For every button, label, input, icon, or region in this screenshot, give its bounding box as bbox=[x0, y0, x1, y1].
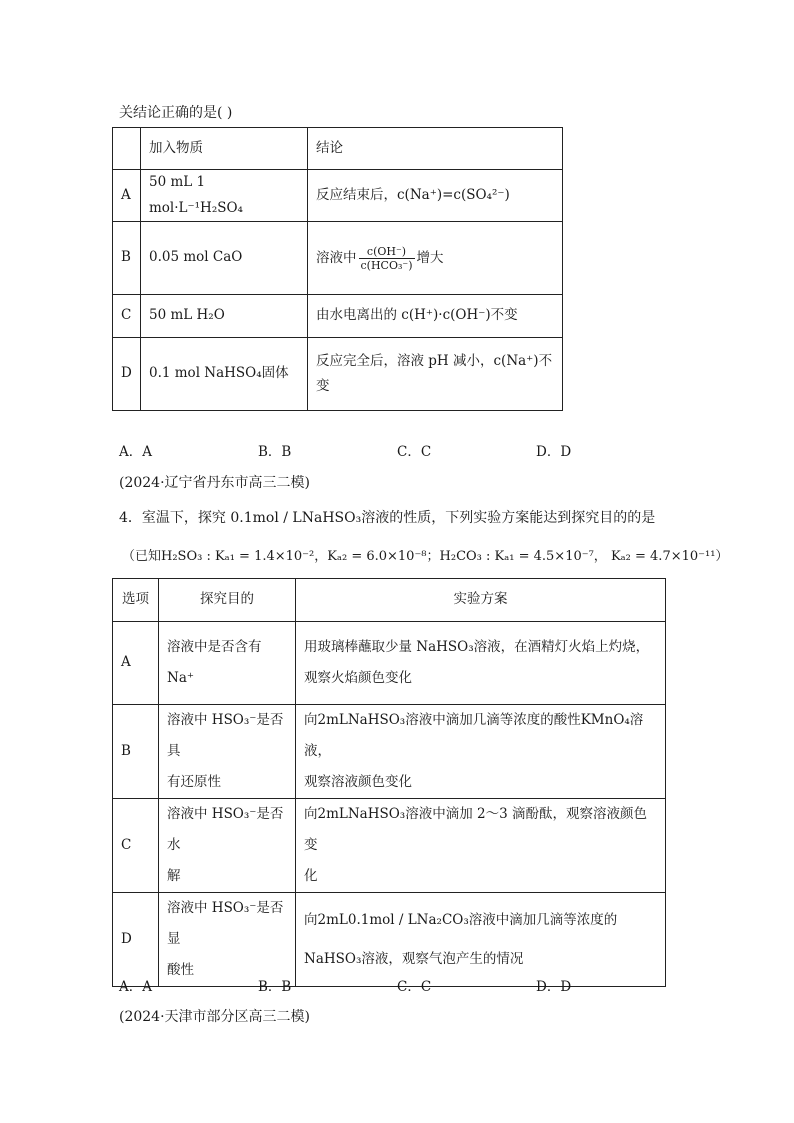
row-plan bbox=[296, 705, 666, 799]
row-purpose bbox=[159, 893, 296, 987]
row-conclusion bbox=[308, 222, 563, 295]
table-header-row bbox=[113, 128, 563, 170]
question-source: (2024·天津市部分区高三二模) bbox=[119, 1009, 311, 1025]
option-c[interactable]: C．C bbox=[397, 444, 432, 460]
row-substance: 0.1 mol NaHSO₄固体 bbox=[141, 338, 308, 411]
row-purpose bbox=[159, 799, 296, 893]
header-cell-plan: 实验方案 bbox=[296, 579, 666, 622]
q4-table bbox=[112, 578, 666, 987]
row-plan bbox=[296, 799, 666, 893]
row-conclusion bbox=[308, 338, 563, 411]
header-cell-conclusion: 结论 bbox=[308, 128, 563, 170]
option-b[interactable]: B．B bbox=[258, 444, 292, 460]
purpose-line: 有还原性 bbox=[167, 774, 221, 791]
table-header-row bbox=[113, 579, 666, 622]
q3-table bbox=[112, 127, 563, 411]
purpose-line: 溶液中 HSO₃⁻是否具 bbox=[167, 712, 284, 760]
acid-constants: （已知H₂SO₃ : Kₐ₁ = 1.4×10⁻²，Kₐ₂ = 6.0×10⁻⁸；H₂CO₃ : Kₐ₁ = 4.5×10⁻⁷， Kₐ₂ = 4.7×10⁻¹¹） bbox=[122, 549, 729, 564]
purpose-line: 溶液中 HSO₃⁻是否水 bbox=[167, 806, 284, 854]
table-row bbox=[113, 705, 666, 799]
row-label: D bbox=[113, 338, 141, 411]
table-row bbox=[113, 295, 563, 338]
row-label: B bbox=[113, 705, 159, 799]
question-stem: 4．室温下，探究 0.1mol / LNaHSO₃溶液的性质，下列实验方案能达到探究目的的是 bbox=[119, 510, 656, 526]
header-cell-empty bbox=[113, 128, 141, 170]
row-purpose bbox=[159, 705, 296, 799]
header-cell-substance: 加入物质 bbox=[141, 128, 308, 170]
purpose-line: 解 bbox=[167, 868, 181, 885]
table-row bbox=[113, 222, 563, 295]
row-label: D bbox=[113, 893, 159, 987]
purpose-line: 溶液中是否含有 bbox=[167, 638, 262, 655]
conclusion-line: 变 bbox=[316, 378, 330, 395]
plan-line: 向2mLNaHSO₃溶液中滴加几滴等浓度的酸性KMnO₄溶液， bbox=[304, 712, 644, 760]
ratio-fraction bbox=[359, 245, 415, 272]
option-d[interactable]: D．D bbox=[536, 979, 572, 995]
plan-line: NaHSO₃溶液，观察气泡产生的情况 bbox=[304, 950, 524, 967]
conclusion-prefix: 溶液中 bbox=[316, 249, 357, 266]
table-row bbox=[113, 622, 666, 705]
purpose-line: 酸性 bbox=[167, 962, 194, 979]
plan-line: 向2mL0.1mol / LNa₂CO₃溶液中滴加几滴等浓度的 bbox=[304, 911, 618, 928]
plan-line: 观察火焰颜色变化 bbox=[304, 670, 412, 686]
row-label: C bbox=[113, 295, 141, 338]
row-substance: 50 mL H₂O bbox=[141, 295, 308, 338]
purpose-line: Na⁺ bbox=[167, 670, 194, 686]
conclusion-suffix: 增大 bbox=[416, 249, 444, 266]
header-cell-option: 选项 bbox=[113, 579, 159, 622]
option-d[interactable]: D．D bbox=[536, 444, 572, 460]
plan-line: 化 bbox=[304, 868, 318, 885]
row-plan bbox=[296, 893, 666, 987]
row-plan bbox=[296, 622, 666, 705]
row-conclusion: 由水电离出的 c(H⁺)·c(OH⁻)不变 bbox=[308, 295, 563, 338]
table-row bbox=[113, 799, 666, 893]
question-intro: 关结论正确的是( ) bbox=[119, 105, 233, 121]
option-b[interactable]: B．B bbox=[258, 979, 292, 995]
table-row bbox=[113, 170, 563, 222]
row-label: C bbox=[113, 799, 159, 893]
fraction-denominator: c(HCO₃⁻) bbox=[360, 258, 413, 272]
plan-line: 用玻璃棒蘸取少量 NaHSO₃溶液，在酒精灯火焰上灼烧， bbox=[304, 638, 650, 655]
header-cell-purpose: 探究目的 bbox=[159, 579, 296, 622]
row-label: B bbox=[113, 222, 141, 295]
row-label: A bbox=[113, 622, 159, 705]
conclusion-line: 反应完全后，溶液 pH 减小，c(Na⁺)不 bbox=[316, 352, 553, 369]
table-row bbox=[113, 338, 563, 411]
plan-line: 观察溶液颜色变化 bbox=[304, 774, 412, 791]
table-row bbox=[113, 893, 666, 987]
row-substance: 0.05 mol CaO bbox=[141, 222, 308, 295]
purpose-line: 溶液中 HSO₃⁻是否显 bbox=[167, 900, 284, 948]
option-a[interactable]: A．A bbox=[119, 979, 152, 995]
plan-line: 向2mLNaHSO₃溶液中滴加 2～3 滴酚酞，观察溶液颜色变 bbox=[304, 806, 647, 854]
row-label: A bbox=[113, 170, 141, 222]
row-purpose bbox=[159, 622, 296, 705]
option-c[interactable]: C．C bbox=[397, 979, 432, 995]
row-substance: 50 mL 1 mol·L⁻¹H₂SO₄ bbox=[141, 170, 308, 222]
fraction-numerator: c(OH⁻) bbox=[359, 245, 415, 259]
question-source: (2024·辽宁省丹东市高三二模) bbox=[119, 475, 311, 491]
option-a[interactable]: A．A bbox=[119, 444, 152, 460]
row-conclusion: 反应结束后，c(Na⁺)=c(SO₄²⁻) bbox=[308, 170, 563, 222]
